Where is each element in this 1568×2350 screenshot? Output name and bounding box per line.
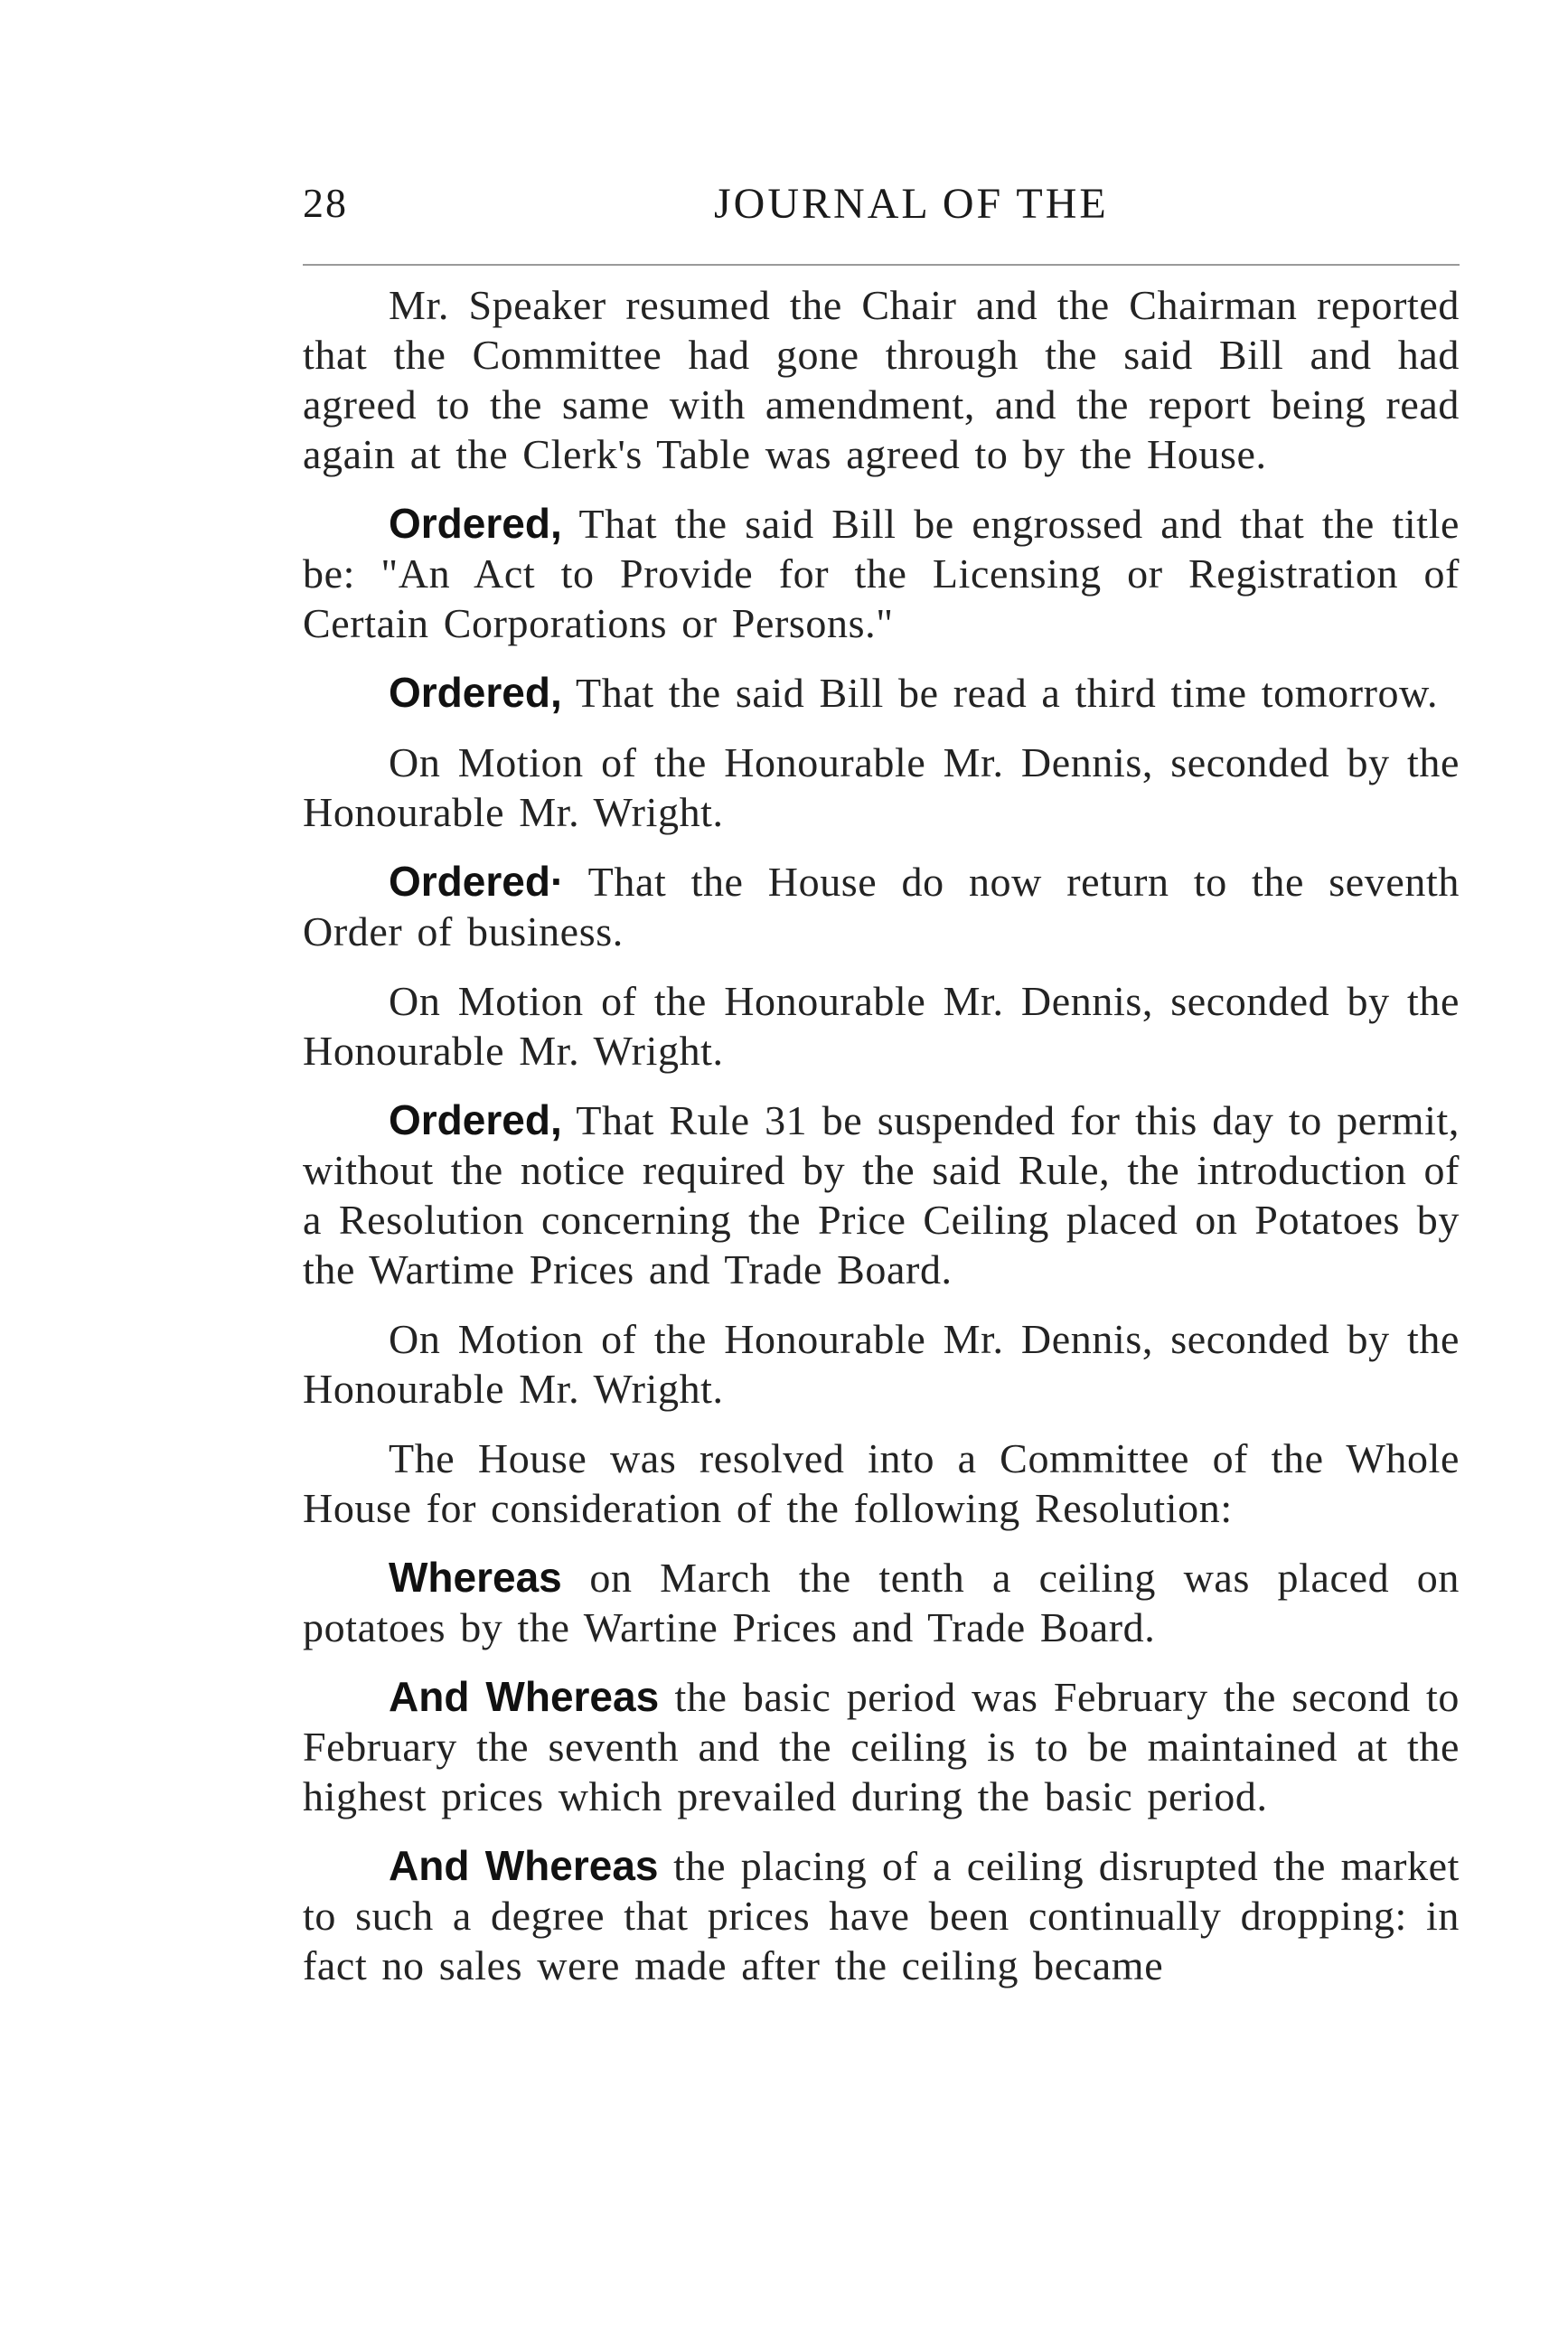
- paragraph-lead: And Whereas: [389, 1673, 660, 1720]
- paragraph-text: On Motion of the Honourable Mr. Dennis, seconded by the Honourable Mr. Wright.: [303, 739, 1460, 835]
- paragraph-whereas-market-disrupted: [303, 1841, 1460, 1990]
- paragraph-motion: [303, 976, 1460, 1076]
- paragraph-lead: Ordered·: [389, 858, 565, 905]
- paragraph-text: on March the tenth a ceiling was placed on potatoes by the Wartine Prices and Trade Board.: [303, 1555, 1460, 1650]
- paragraph-motion: [303, 738, 1460, 837]
- paragraph-whereas-basic-period: [303, 1672, 1460, 1821]
- paragraph-text: That the said Bill be engrossed and that the title be: "An Act to Provide for the Licensing or Registration of Certain Corporations or Persons.": [303, 501, 1460, 646]
- paragraph-text: the placing of a ceiling disrupted the market to such a degree that prices have been continually dropping: in fact no sales were made after the ceiling became: [303, 1843, 1460, 1988]
- paragraph-lead: Ordered,: [389, 669, 562, 716]
- journal-body: [303, 280, 1460, 2010]
- page-number: 28: [303, 180, 348, 226]
- paragraph-speaker-resumed: [303, 280, 1460, 479]
- paragraph-committee-of-whole: [303, 1434, 1460, 1533]
- paragraph-text: The House was resolved into a Committee of the Whole House for consideration of the following Resolution:: [303, 1435, 1460, 1531]
- paragraph-whereas-ceiling: [303, 1553, 1460, 1652]
- header-rule: [303, 264, 1460, 266]
- paragraph-text: That the said Bill be read a third time tomorrow.: [576, 670, 1439, 716]
- running-head: JOURNAL OF THE: [714, 180, 1109, 228]
- paragraph-text: On Motion of the Honourable Mr. Dennis, seconded by the Honourable Mr. Wright.: [303, 1316, 1460, 1412]
- paragraph-lead: Ordered,: [389, 500, 562, 547]
- paragraph-text: On Motion of the Honourable Mr. Dennis, seconded by the Honourable Mr. Wright.: [303, 978, 1460, 1074]
- paragraph-lead: And Whereas: [389, 1842, 659, 1889]
- paragraph-ordered-engrossed: [303, 499, 1460, 648]
- paragraph-text: That Rule 31 be suspended for this day to permit, without the notice required by the said Rule, the introduction of a Resolution concerning the Price Ceiling placed on Potatoes by the Wartime Prices and Trade Board.: [303, 1097, 1460, 1292]
- paragraph-ordered-rule-31: [303, 1095, 1460, 1294]
- page-header: [303, 179, 1460, 242]
- paragraph-lead: Ordered,: [389, 1096, 562, 1143]
- paragraph-ordered-return: [303, 857, 1460, 956]
- paragraph-text: the basic period was February the second to February the seventh and the ceiling is to be maintained at the highest prices which prevailed during the basic period.: [303, 1674, 1460, 1819]
- paragraph-lead: Whereas: [389, 1554, 562, 1601]
- paragraph-text: Mr. Speaker resumed the Chair and the Chairman reported that the Committee had gone through the said Bill and had agreed to the same with amendment, and the report being read again at the Clerk's Table was agreed to by the House.: [303, 282, 1460, 477]
- paragraph-motion: [303, 1314, 1460, 1414]
- paragraph-ordered-third-reading: [303, 668, 1460, 718]
- paragraph-text: That the House do now return to the seventh Order of business.: [303, 859, 1460, 954]
